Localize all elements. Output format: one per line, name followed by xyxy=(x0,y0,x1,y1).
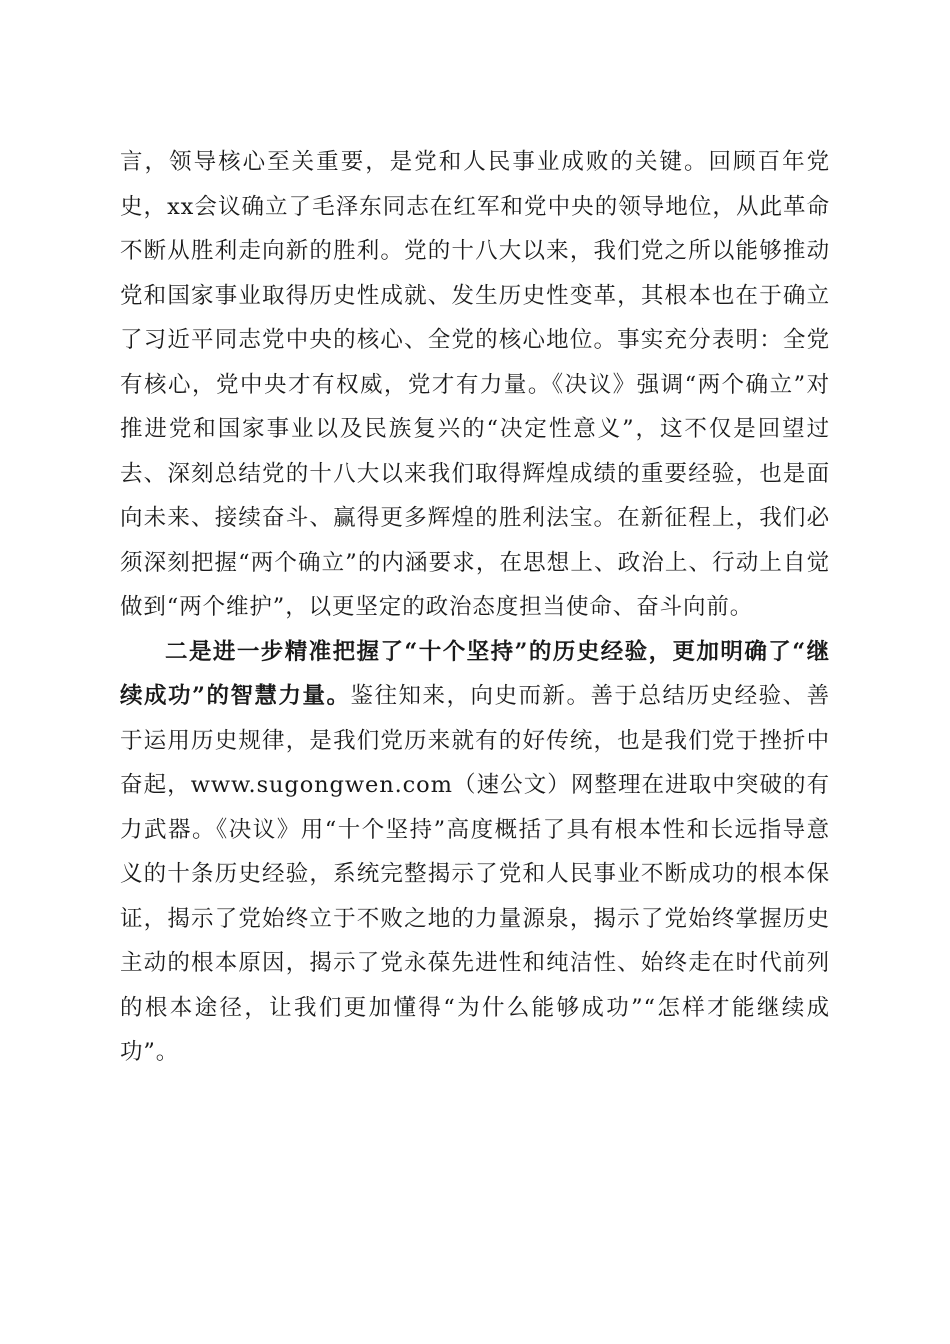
paragraph-point-two xyxy=(120,630,830,1075)
paragraph-body-text: 鉴往知来，向史而新。善于总结历史经验、善于运用历史规律，是我们党历来就有的好传统，也是我们党于挫折中奋起，www.sugongwen.com（速公文）网整理在进取中突破的有力武器。《决议》用“十个坚持”高度概括了具有根本性和长远指导意义的十条历史经验，系统完整揭示了党和人民事业不断成功的根本保证，揭示了党始终立于不败之地的力量源泉，揭示了党始终掌握历史主动的根本原因，揭示了党永葆先进性和纯洁性、始终走在时代前列的根本途径，让我们更加懂得“为什么能够成功”“怎样才能继续成功”。 xyxy=(120,683,830,1065)
document-body xyxy=(120,140,830,1075)
paragraph-continuation: 言，领导核心至关重要，是党和人民事业成败的关键。回顾百年党史，xx会议确立了毛泽东同志在红军和党中央的领导地位，从此革命不断从胜利走向新的胜利。党的十八大以来，我们党之所以能够推动党和国家事业取得历史性成就、发生历史性变革，其根本也在于确立了习近平同志党中央的核心、全党的核心地位。事实充分表明：全党有核心，党中央才有权威，党才有力量。《决议》强调“两个确立”对推进党和国家事业以及民族复兴的“决定性意义”，这不仅是回望过去、深刻总结党的十八大以来我们取得辉煌成绩的重要经验，也是面向未来、接续奋斗、赢得更多辉煌的胜利法宝。在新征程上，我们必须深刻把握“两个确立”的内涵要求，在思想上、政治上、行动上自觉做到“两个维护”，以更坚定的政治态度担当使命、奋斗向前。 xyxy=(120,149,830,620)
paragraph-lead-sentence: 二是进一步精准把握了“十个坚持”的历史经验，更加明确了“继续成功”的智慧力量。 xyxy=(120,638,830,709)
